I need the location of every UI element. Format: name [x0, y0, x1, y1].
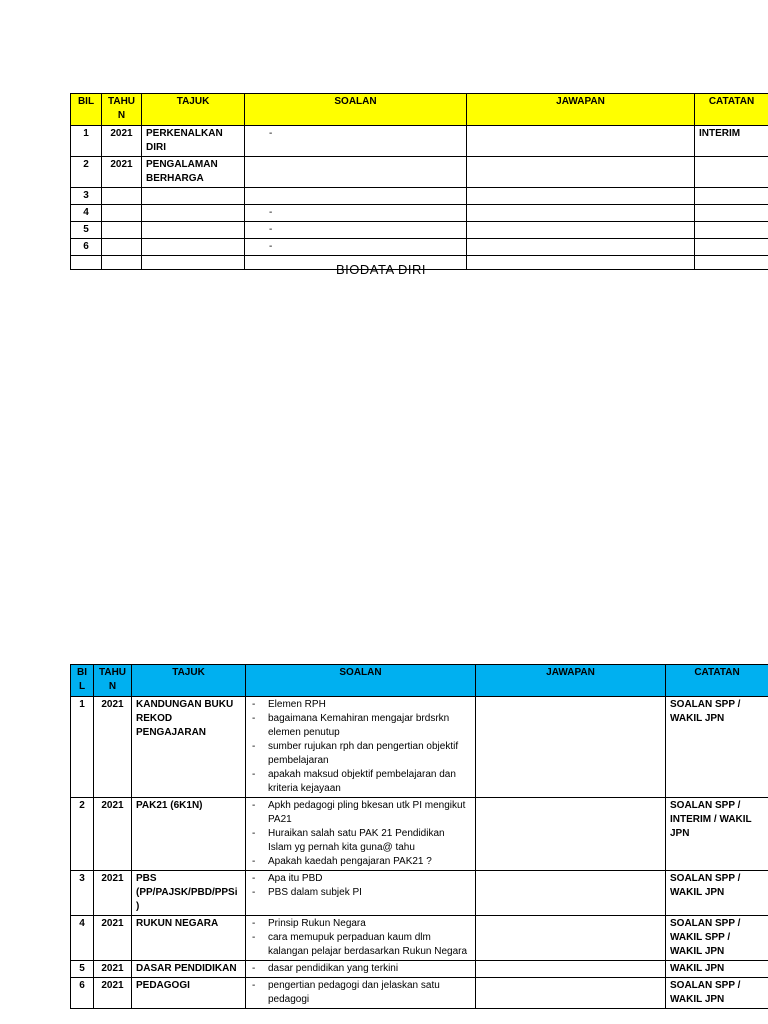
question-item: - bagaimana Kemahiran mengajar brdsrkn elemen penutup	[250, 712, 471, 740]
table-row	[71, 188, 768, 205]
cell-jawapan	[476, 697, 666, 798]
question-item: - dasar pendidikan yang terkini	[250, 962, 471, 976]
cell-jawapan	[476, 916, 666, 961]
cell-tahun: 2021	[102, 157, 142, 188]
cell-tajuk: KANDUNGAN BUKU REKOD PENGAJARAN	[132, 697, 246, 798]
cell-catatan	[695, 188, 768, 205]
cell-tajuk	[142, 256, 245, 270]
question-item: - Huraikan salah satu PAK 21 Pendidikan Islam yg pernah kita guna@ tahu	[250, 827, 471, 855]
cell-tajuk: PERKENALKAN DIRI	[142, 126, 245, 157]
question-list	[250, 872, 471, 900]
cell-bil: 3	[71, 871, 94, 916]
cell-catatan: SOALAN SPP / WAKIL JPN	[666, 871, 768, 916]
cell-soalan	[246, 798, 476, 871]
header-bil: BI L	[71, 665, 94, 697]
cell-jawapan	[467, 222, 695, 239]
cell-tajuk	[142, 239, 245, 256]
header-jawapan: JAWAPAN	[476, 665, 666, 697]
cell-jawapan	[467, 157, 695, 188]
table-row	[71, 239, 768, 256]
cell-bil: 4	[71, 916, 94, 961]
question-table-yellow	[70, 93, 768, 270]
table-row	[71, 798, 768, 871]
question-list	[250, 698, 471, 796]
cell-bil: 6	[71, 978, 94, 1009]
cell-bil: 5	[71, 222, 102, 239]
question-item: - Apakah kaedah pengajaran PAK21 ?	[250, 855, 471, 869]
cell-catatan: SOALAN SPP / WAKIL JPN	[666, 697, 768, 798]
table-row	[71, 978, 768, 1009]
header-bil: BIL	[71, 94, 102, 126]
cell-soalan	[246, 961, 476, 978]
cell-bil: 2	[71, 798, 94, 871]
header-catatan: CATATAN	[695, 94, 768, 126]
table-row	[71, 871, 768, 916]
header-jawapan: JAWAPAN	[467, 94, 695, 126]
table-row	[71, 916, 768, 961]
question-list	[250, 799, 471, 869]
cell-catatan: SOALAN SPP / WAKIL JPN	[666, 978, 768, 1009]
question-item: - PBS dalam subjek PI	[250, 886, 471, 900]
cell-tajuk: PEDAGOGI	[132, 978, 246, 1009]
header-tahun: TAHU N	[102, 94, 142, 126]
cell-tajuk: DASAR PENDIDIKAN	[132, 961, 246, 978]
table-row	[71, 222, 768, 239]
table-body	[71, 126, 768, 270]
cell-jawapan	[476, 871, 666, 916]
header-soalan: SOALAN	[245, 94, 467, 126]
question-item: - pengertian pedagogi dan jelaskan satu pedagogi	[250, 979, 471, 1007]
question-item: - cara memupuk perpaduan kaum dlm kalangan pelajar berdasarkan Rukun Negara	[250, 931, 471, 959]
cell-tajuk: RUKUN NEGARA	[132, 916, 246, 961]
header-tajuk: TAJUK	[132, 665, 246, 697]
table-header-row	[71, 665, 768, 697]
cell-catatan	[695, 239, 768, 256]
cell-tajuk	[142, 222, 245, 239]
cell-jawapan	[467, 126, 695, 157]
cell-tahun	[102, 205, 142, 222]
question-list	[250, 979, 471, 1007]
cell-jawapan	[476, 798, 666, 871]
cell-soalan: -	[245, 222, 467, 239]
question-item: - Apa itu PBD	[250, 872, 471, 886]
cell-tahun: 2021	[94, 916, 132, 961]
cell-jawapan	[476, 961, 666, 978]
cell-bil: 3	[71, 188, 102, 205]
cell-catatan: SOALAN SPP / INTERIM / WAKIL JPN	[666, 798, 768, 871]
header-catatan: CATATAN	[666, 665, 768, 697]
cell-soalan	[246, 916, 476, 961]
cell-catatan: SOALAN SPP / WAKIL SPP / WAKIL JPN	[666, 916, 768, 961]
cell-jawapan	[467, 256, 695, 270]
cell-catatan	[695, 157, 768, 188]
table-row	[71, 126, 768, 157]
cell-bil: 4	[71, 205, 102, 222]
header-soalan: SOALAN	[246, 665, 476, 697]
question-item: - Elemen RPH	[250, 698, 471, 712]
header-tajuk: TAJUK	[142, 94, 245, 126]
cell-tahun	[102, 256, 142, 270]
cell-catatan	[695, 256, 768, 270]
cell-bil: 1	[71, 126, 102, 157]
cell-tahun: 2021	[94, 961, 132, 978]
cell-bil: 6	[71, 239, 102, 256]
table-row	[71, 205, 768, 222]
cell-catatan	[695, 205, 768, 222]
cell-jawapan	[467, 239, 695, 256]
cell-catatan: INTERIM	[695, 126, 768, 157]
cell-tahun: 2021	[94, 697, 132, 798]
cell-tajuk: PENGALAMAN BERHARGA	[142, 157, 245, 188]
question-list	[250, 917, 471, 959]
table-body	[71, 697, 768, 1009]
cell-soalan: -	[245, 239, 467, 256]
cell-tajuk	[142, 205, 245, 222]
question-table-blue	[70, 664, 768, 1009]
table-row	[71, 157, 768, 188]
cell-catatan	[695, 222, 768, 239]
cell-jawapan	[467, 205, 695, 222]
cell-soalan: -	[245, 205, 467, 222]
table-row	[71, 697, 768, 798]
cell-bil: 2	[71, 157, 102, 188]
cell-soalan	[246, 871, 476, 916]
cell-catatan: WAKIL JPN	[666, 961, 768, 978]
question-item: - apakah maksud objektif pembelajaran dan kriteria kejayaan	[250, 768, 471, 796]
question-list	[250, 962, 471, 976]
cell-tajuk	[142, 188, 245, 205]
cell-jawapan	[476, 978, 666, 1009]
cell-soalan	[246, 697, 476, 798]
table-header-row	[71, 94, 768, 126]
cell-tahun: 2021	[94, 798, 132, 871]
cell-tahun	[102, 239, 142, 256]
cell-tahun: 2021	[102, 126, 142, 157]
cell-soalan	[246, 978, 476, 1009]
cell-soalan	[245, 188, 467, 205]
question-item: - Prinsip Rukun Negara	[250, 917, 471, 931]
cell-bil: 5	[71, 961, 94, 978]
cell-tahun: 2021	[94, 978, 132, 1009]
cell-tahun	[102, 222, 142, 239]
cell-soalan: -	[245, 126, 467, 157]
cell-jawapan	[467, 188, 695, 205]
cell-tajuk: PAK21 (6K1N)	[132, 798, 246, 871]
cell-bil: 1	[71, 697, 94, 798]
cell-bil	[71, 256, 102, 270]
question-item: - sumber rujukan rph dan pengertian objektif pembelajaran	[250, 740, 471, 768]
cell-tahun: 2021	[94, 871, 132, 916]
cell-soalan	[245, 157, 467, 188]
cell-tajuk: PBS (PP/PAJSK/PBD/PPSi )	[132, 871, 246, 916]
cell-tahun	[102, 188, 142, 205]
biodata-heading: BIODATA DIRI	[336, 262, 427, 277]
table-row	[71, 961, 768, 978]
question-item: - Apkh pedagogi pling bkesan utk PI mengikut PA21	[250, 799, 471, 827]
header-tahun: TAHU N	[94, 665, 132, 697]
